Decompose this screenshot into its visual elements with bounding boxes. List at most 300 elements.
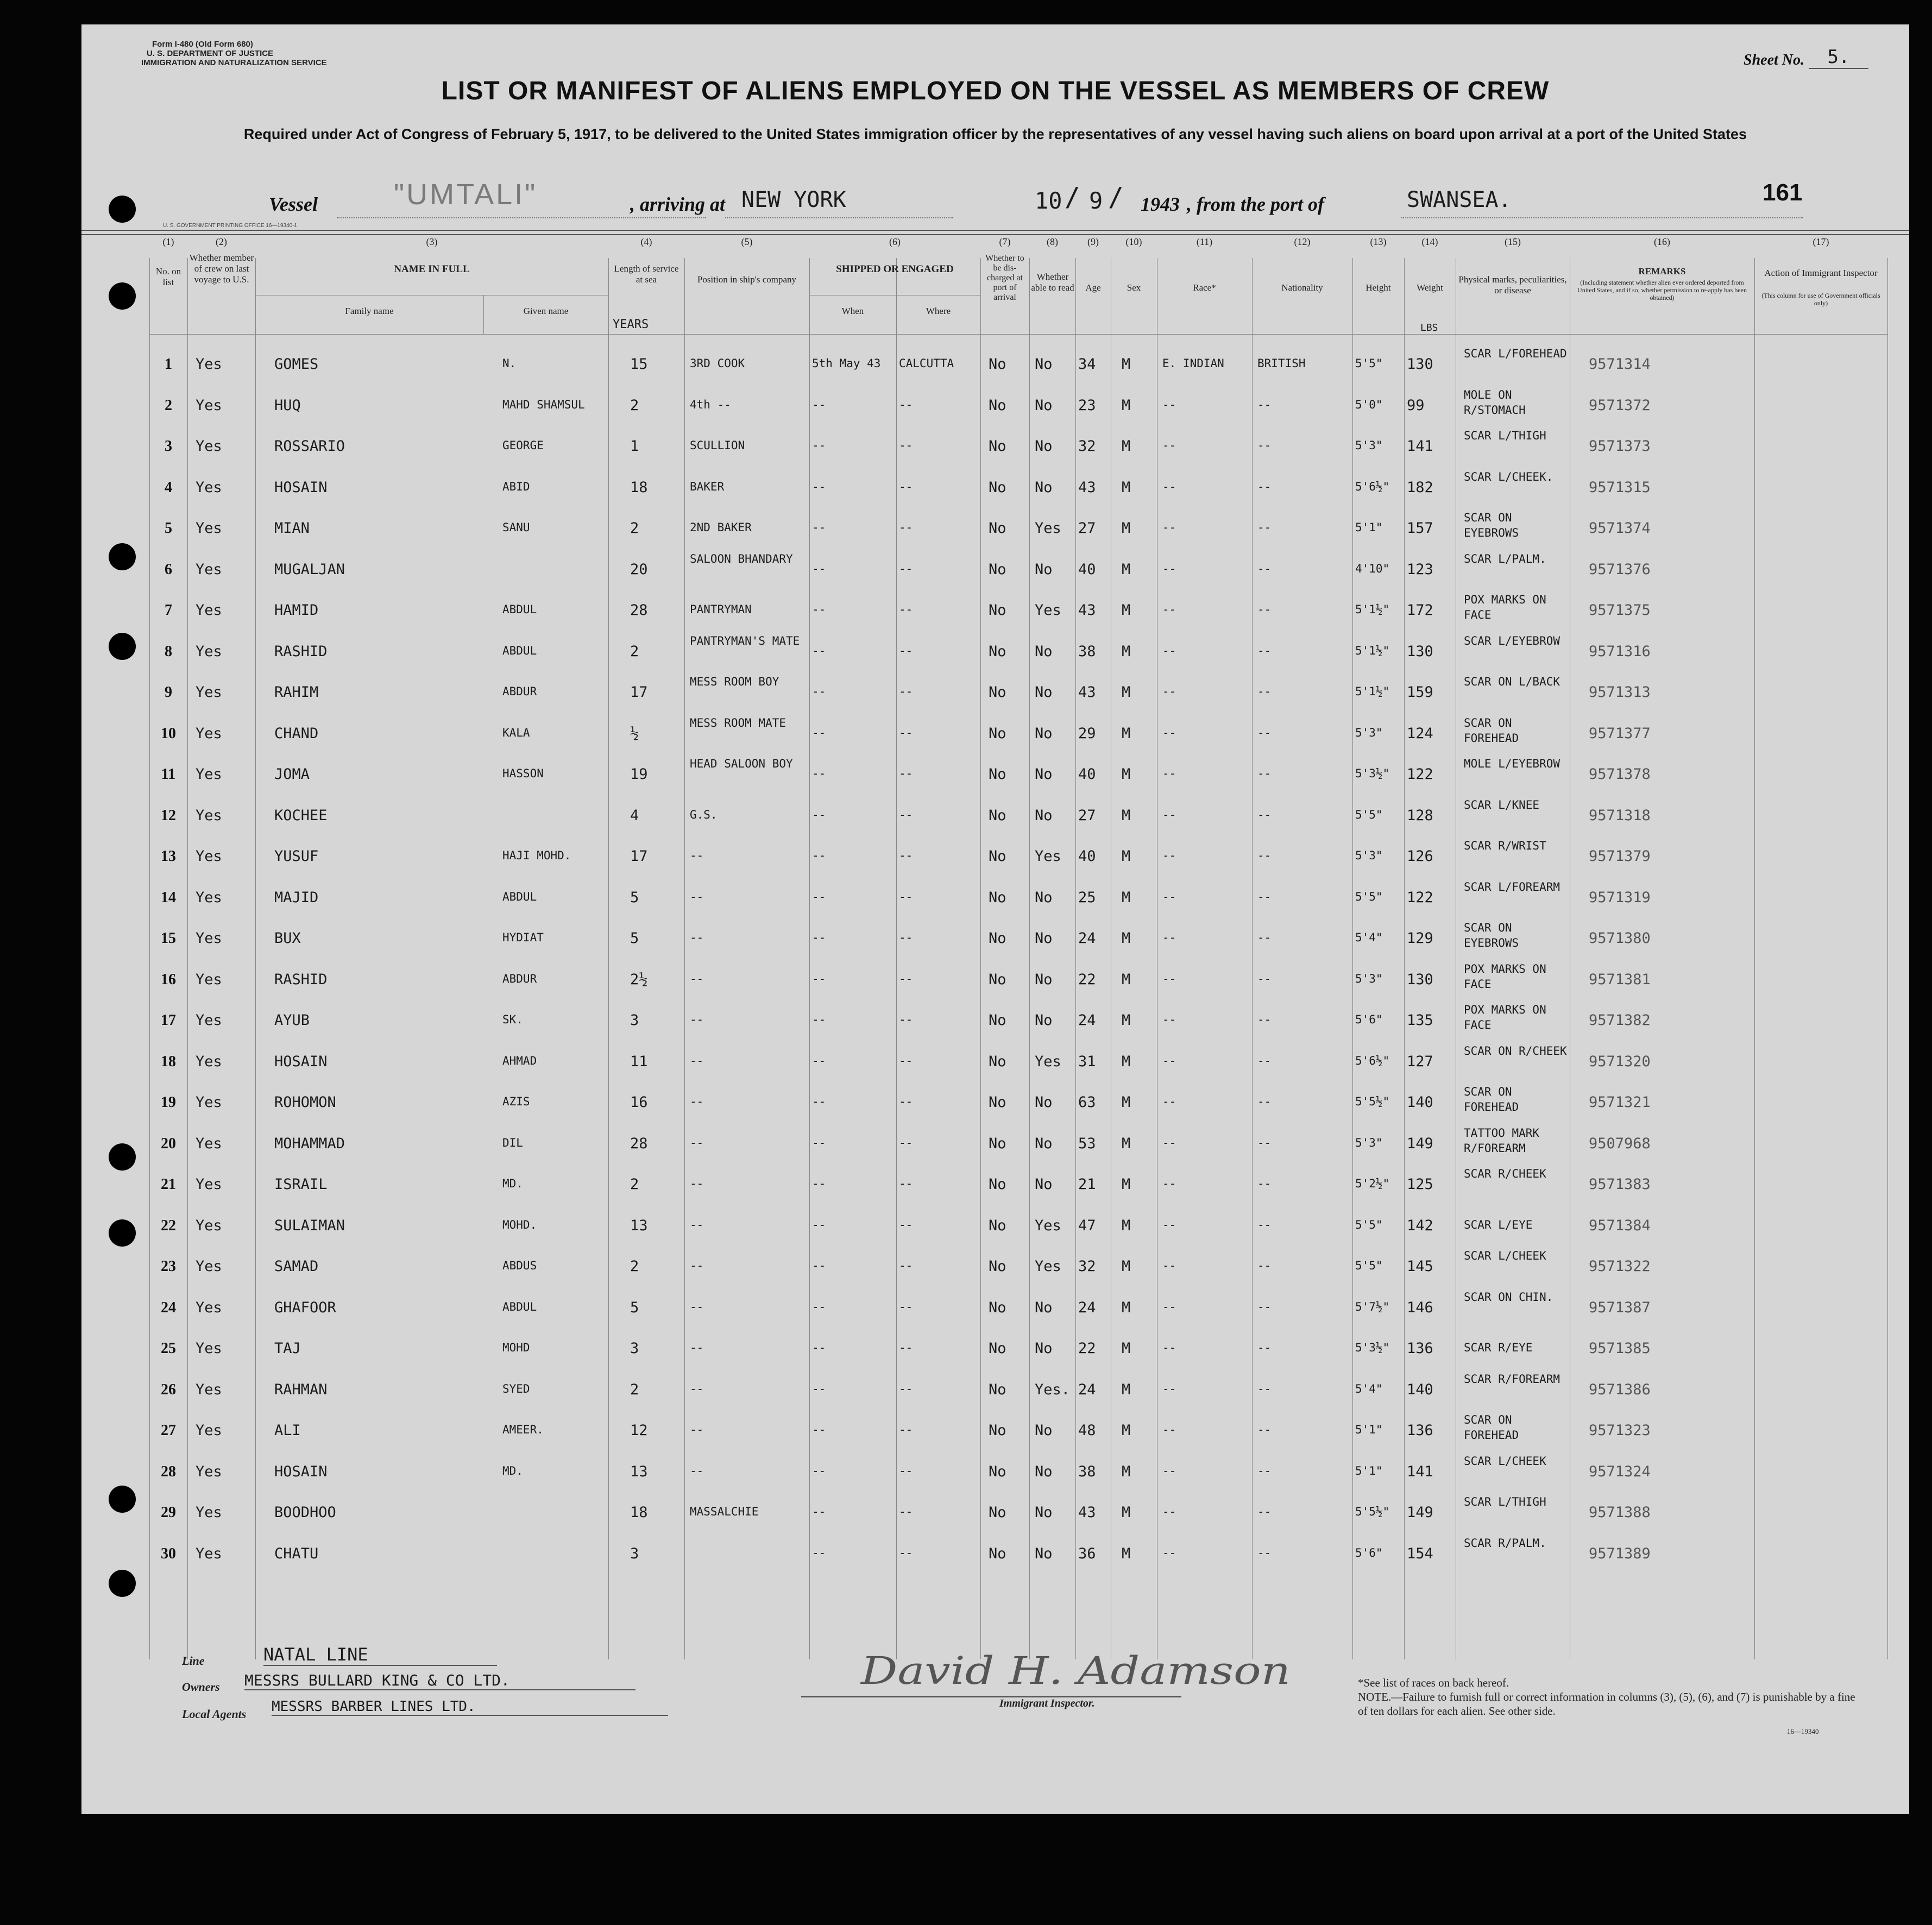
cell-weight: 141 <box>1407 438 1433 455</box>
cell-member: Yes <box>196 971 222 988</box>
cell-nationality: -- <box>1257 1382 1272 1395</box>
header-weight: Weight <box>1417 282 1443 293</box>
cell-remarks: 9571315 <box>1589 479 1651 496</box>
header-shipped-engaged: SHIPPED OR ENGAGED <box>836 263 954 275</box>
cell-height: 5'5" <box>1355 808 1383 821</box>
cell-where: -- <box>899 439 913 452</box>
cell-discharged: No <box>989 1545 1006 1562</box>
cell-remarks: 9571314 <box>1589 356 1651 373</box>
cell-family: MUGALJAN <box>274 561 345 578</box>
cell-read: No <box>1035 561 1053 578</box>
cell-member: Yes <box>196 1545 222 1562</box>
cell-position: PANTRYMAN <box>690 603 752 616</box>
weight-unit: LBS <box>1420 322 1438 334</box>
cell-position: PANTRYMAN'S MATE <box>690 634 800 647</box>
cell-race: -- <box>1162 480 1176 493</box>
cell-sex: M <box>1122 356 1131 373</box>
vessel-name: "UMTALI" <box>394 178 538 211</box>
cell-read: No <box>1035 643 1053 660</box>
cell-position: SALOON BHANDARY <box>690 552 793 565</box>
cell-marks: SCAR L/KNEE <box>1464 798 1540 811</box>
header-action-note: (This column for use of Government officials only) <box>1761 292 1880 307</box>
cell-family: ROHOMON <box>274 1094 336 1111</box>
cell-age: 27 <box>1078 807 1096 824</box>
cell-age: 29 <box>1078 725 1096 742</box>
cell-years: 5 <box>630 930 639 947</box>
cell-height: 5'6" <box>1355 1546 1383 1559</box>
cell-where: -- <box>899 1136 913 1149</box>
cell-when: -- <box>812 1464 826 1477</box>
cell-family: CHATU <box>274 1545 319 1562</box>
cell-race: -- <box>1162 1095 1176 1108</box>
cell-marks: SCAR ON L/BACK <box>1464 675 1560 688</box>
cell-age: 32 <box>1078 438 1096 455</box>
cell-discharged: No <box>989 1217 1006 1234</box>
cell-race: E. INDIAN <box>1162 357 1224 370</box>
cell-remarks: 9571316 <box>1589 643 1651 660</box>
cell-years: ½ <box>630 725 639 742</box>
header-when: When <box>841 306 864 316</box>
cell-read: Yes <box>1035 1053 1061 1070</box>
cell-when: -- <box>812 808 826 821</box>
column-number: (15) <box>1505 236 1521 247</box>
cell-race: -- <box>1162 890 1176 903</box>
cell-sex: M <box>1122 766 1131 783</box>
owners-label: Owners <box>182 1680 220 1694</box>
form-line: U. S. DEPARTMENT OF JUSTICE <box>147 49 274 58</box>
cell-height: 5'3" <box>1355 1136 1383 1149</box>
cell-discharged: No <box>989 561 1006 578</box>
cell-where: -- <box>899 1300 913 1313</box>
cell-discharged: No <box>989 1504 1006 1521</box>
cell-where: -- <box>899 767 913 780</box>
form-code: 16—19340 <box>1787 1727 1819 1735</box>
row-number: 28 <box>161 1463 176 1480</box>
cell-height: 5'3" <box>1355 439 1383 452</box>
column-rule <box>980 258 981 1659</box>
column-number: (8) <box>1047 236 1058 247</box>
cell-position: -- <box>690 931 704 944</box>
cell-weight: 140 <box>1407 1381 1433 1398</box>
cell-height: 5'1" <box>1355 1423 1383 1436</box>
cell-where: -- <box>899 480 913 493</box>
cell-remarks: 9571381 <box>1589 971 1651 988</box>
cell-height: 5'4" <box>1355 1382 1383 1395</box>
cell-discharged: No <box>989 766 1006 783</box>
cell-race: -- <box>1162 1300 1176 1313</box>
cell-read: No <box>1035 1135 1053 1152</box>
column-rule <box>1352 258 1353 1659</box>
cell-race: -- <box>1162 1505 1176 1518</box>
cell-given: AHMAD <box>502 1054 537 1067</box>
cell-age: 25 <box>1078 889 1096 906</box>
races-note: *See list of races on back hereof. <box>1358 1676 1509 1689</box>
cell-family: RAHIM <box>274 684 319 701</box>
cell-years: 28 <box>630 1135 648 1152</box>
cell-discharged: No <box>989 930 1006 947</box>
cell-position: BAKER <box>690 480 725 493</box>
cell-where: -- <box>899 808 913 821</box>
cell-age: 31 <box>1078 1053 1096 1070</box>
cell-age: 22 <box>1078 1340 1096 1357</box>
binder-hole <box>109 543 136 570</box>
cell-race: -- <box>1162 931 1176 944</box>
cell-race: -- <box>1162 562 1176 575</box>
cell-race: -- <box>1162 726 1176 739</box>
cell-remarks: 9571321 <box>1589 1094 1651 1111</box>
cell-family: AYUB <box>274 1012 310 1029</box>
row-number: 20 <box>161 1135 176 1152</box>
header-physical-marks: Physical marks, peculiarities, or disease <box>1458 274 1567 295</box>
row-number: 25 <box>161 1340 176 1357</box>
cell-years: 20 <box>630 561 648 578</box>
cell-weight: 122 <box>1407 889 1433 906</box>
cell-position: -- <box>690 1218 704 1231</box>
cell-remarks: 9571382 <box>1589 1012 1651 1029</box>
cell-read: No <box>1035 438 1053 455</box>
cell-given: HASSON <box>502 767 544 780</box>
page-subtitle: Required under Act of Congress of February 5, 1917, to be delivered to the United States immigration officer by the representatives of any vessel having such aliens on board upon arrival at a port of the United States <box>243 126 1747 142</box>
cell-weight: 127 <box>1407 1053 1433 1070</box>
cell-height: 5'3½" <box>1355 1341 1390 1354</box>
cell-where: -- <box>899 603 913 616</box>
cell-height: 5'3" <box>1355 849 1383 862</box>
inspector-signature: David H. Adamson <box>861 1649 1291 1693</box>
cell-nationality: -- <box>1257 1136 1272 1149</box>
cell-years: 2 <box>630 643 639 660</box>
cell-nationality: -- <box>1257 1013 1272 1026</box>
cell-when: -- <box>812 1095 826 1108</box>
cell-family: ALI <box>274 1422 301 1439</box>
row-number: 27 <box>161 1422 176 1439</box>
cell-sex: M <box>1122 889 1131 906</box>
cell-read: No <box>1035 1545 1053 1562</box>
cell-years: 17 <box>630 684 648 701</box>
cell-nationality: -- <box>1257 1095 1272 1108</box>
cell-family: MAJID <box>274 889 319 906</box>
cell-discharged: No <box>989 356 1006 373</box>
cell-family: HUQ <box>274 397 301 414</box>
cell-position: 2ND BAKER <box>690 521 752 534</box>
row-number: 13 <box>161 848 176 865</box>
cell-age: 47 <box>1078 1217 1096 1234</box>
row-number: 21 <box>161 1176 176 1193</box>
cell-weight: 182 <box>1407 479 1433 496</box>
cell-remarks: 9571319 <box>1589 889 1651 906</box>
cell-nationality: -- <box>1257 480 1272 493</box>
header-sex: Sex <box>1127 282 1141 293</box>
cell-marks: SCAR L/CHEEK <box>1464 1454 1546 1468</box>
cell-sex: M <box>1122 1094 1131 1111</box>
cell-when: -- <box>812 767 826 780</box>
header-height: Height <box>1365 282 1391 293</box>
cell-when: -- <box>812 1505 826 1518</box>
cell-age: 22 <box>1078 971 1096 988</box>
cell-given: AMEER. <box>502 1423 544 1436</box>
cell-family: MOHAMMAD <box>274 1135 345 1152</box>
cell-race: -- <box>1162 644 1176 657</box>
cell-family: KOCHEE <box>274 807 328 824</box>
cell-marks: SCAR L/CHEEK. <box>1464 470 1553 483</box>
cell-height: 5'5" <box>1355 357 1383 370</box>
cell-where: -- <box>899 562 913 575</box>
cell-given: ABDUL <box>502 890 537 903</box>
cell-read: Yes <box>1035 1217 1061 1234</box>
cell-height: 5'1½" <box>1355 644 1390 657</box>
column-number: (16) <box>1654 236 1670 247</box>
row-number: 4 <box>165 479 172 496</box>
cell-family: JOMA <box>274 766 310 783</box>
cell-marks: SCAR R/EYE <box>1464 1341 1533 1354</box>
cell-position: -- <box>690 1423 704 1436</box>
cell-when: -- <box>812 1054 826 1067</box>
column-rule <box>896 258 897 1659</box>
cell-sex: M <box>1122 520 1131 537</box>
cell-read: Yes. <box>1035 1381 1071 1398</box>
cell-remarks: 9507968 <box>1589 1135 1651 1152</box>
cell-age: 43 <box>1078 602 1096 619</box>
cell-read: No <box>1035 930 1053 947</box>
row-number: 7 <box>165 602 172 619</box>
cell-sex: M <box>1122 397 1131 414</box>
cell-discharged: No <box>989 848 1006 865</box>
cell-marks: SCAR ON R/CHEEK <box>1464 1044 1567 1058</box>
cell-marks: SCAR L/EYE <box>1464 1218 1533 1231</box>
crew-table <box>81 24 1909 1708</box>
cell-read: No <box>1035 1422 1053 1439</box>
cell-discharged: No <box>989 1299 1006 1316</box>
cell-race: -- <box>1162 1382 1176 1395</box>
date-day: 10 <box>1035 187 1062 214</box>
local-agents-value: MESSRS BARBER LINES LTD. <box>272 1698 668 1716</box>
cell-position: -- <box>690 1013 704 1026</box>
cell-marks: SCAR L/FOREARM <box>1464 880 1560 894</box>
cell-where: -- <box>899 644 913 657</box>
cell-given: ABDUS <box>502 1259 537 1272</box>
cell-member: Yes <box>196 1053 222 1070</box>
cell-given: DIL <box>502 1136 523 1149</box>
cell-age: 24 <box>1078 930 1096 947</box>
column-number: (2) <box>216 236 227 247</box>
cell-age: 63 <box>1078 1094 1096 1111</box>
cell-position: -- <box>690 1341 704 1354</box>
cell-when: -- <box>812 1177 826 1190</box>
cell-age: 34 <box>1078 356 1096 373</box>
cell-marks: SCAR ON EYEBROWS <box>1464 921 1519 949</box>
cell-read: Yes <box>1035 602 1061 619</box>
cell-race: -- <box>1162 1054 1176 1067</box>
cell-height: 5'5" <box>1355 1259 1383 1272</box>
cell-weight: 172 <box>1407 602 1433 619</box>
cell-read: No <box>1035 1012 1053 1029</box>
cell-race: -- <box>1162 1259 1176 1272</box>
cell-family: MIAN <box>274 520 310 537</box>
cell-years: 2 <box>630 1258 639 1275</box>
header-bottom-rule <box>149 334 1887 335</box>
cell-weight: 149 <box>1407 1135 1433 1152</box>
cell-race: -- <box>1162 1177 1176 1190</box>
cell-given: MOHD <box>502 1341 530 1354</box>
column-rule <box>809 258 810 1659</box>
cell-years: 3 <box>630 1340 639 1357</box>
cell-marks: SCAR ON FOREHEAD <box>1464 1085 1519 1114</box>
cell-where: -- <box>899 1341 913 1354</box>
cell-height: 5'1" <box>1355 521 1383 534</box>
cell-race: -- <box>1162 1341 1176 1354</box>
cell-race: -- <box>1162 521 1176 534</box>
cell-nationality: -- <box>1257 1546 1272 1559</box>
cell-discharged: No <box>989 1463 1006 1480</box>
cell-position: -- <box>690 1095 704 1108</box>
cell-when: -- <box>812 521 826 534</box>
cell-family: HOSAIN <box>274 1463 328 1480</box>
cell-age: 21 <box>1078 1176 1096 1193</box>
cell-remarks: 9571324 <box>1589 1463 1651 1480</box>
length-unit: YEARS <box>613 318 649 331</box>
column-rule <box>1754 258 1755 1659</box>
cell-where: -- <box>899 1464 913 1477</box>
cell-age: 23 <box>1078 397 1096 414</box>
cell-marks: SCAR ON CHIN. <box>1464 1290 1553 1304</box>
cell-weight: 142 <box>1407 1217 1433 1234</box>
cell-member: Yes <box>196 1135 222 1152</box>
cell-age: 27 <box>1078 520 1096 537</box>
cell-discharged: No <box>989 438 1006 455</box>
header-where: Where <box>926 306 951 316</box>
cell-years: 15 <box>630 356 648 373</box>
cell-years: 2½ <box>630 971 648 988</box>
cell-race: -- <box>1162 808 1176 821</box>
cell-read: No <box>1035 356 1053 373</box>
date-month: 9 <box>1089 187 1103 214</box>
cell-marks: SCAR R/WRIST <box>1464 839 1546 852</box>
column-number: (12) <box>1294 236 1311 247</box>
cell-weight: 135 <box>1407 1012 1433 1029</box>
cell-nationality: -- <box>1257 726 1272 739</box>
column-number: (14) <box>1421 236 1438 247</box>
cell-member: Yes <box>196 397 222 414</box>
cell-position: -- <box>690 1054 704 1067</box>
cell-discharged: No <box>989 1340 1006 1357</box>
cell-sex: M <box>1122 1299 1131 1316</box>
column-number: (9) <box>1087 236 1099 247</box>
header-age: Age <box>1085 282 1101 293</box>
cell-weight: 129 <box>1407 930 1433 947</box>
column-number: (6) <box>889 236 901 247</box>
cell-discharged: No <box>989 807 1006 824</box>
cell-height: 5'1½" <box>1355 603 1390 616</box>
cell-read: No <box>1035 684 1053 701</box>
cell-marks: MOLE ON R/STOMACH <box>1464 388 1526 417</box>
header-remarks-note: (Including statement whether alien ever ordered deported from United States, and if so, whether permission to re-apply has been obtained) <box>1577 279 1747 301</box>
row-number: 23 <box>161 1258 176 1275</box>
cell-sex: M <box>1122 1217 1131 1234</box>
cell-given: HYDIAT <box>502 931 544 944</box>
cell-sex: M <box>1122 1381 1131 1398</box>
cell-when: -- <box>812 890 826 903</box>
cell-where: -- <box>899 849 913 862</box>
cell-sex: M <box>1122 1545 1131 1562</box>
cell-discharged: No <box>989 1012 1006 1029</box>
binder-hole <box>109 633 136 660</box>
cell-marks: POX MARKS ON FACE <box>1464 1003 1546 1031</box>
cell-member: Yes <box>196 1340 222 1357</box>
cell-nationality: -- <box>1257 398 1272 411</box>
binder-hole <box>109 1143 136 1171</box>
cell-remarks: 9571376 <box>1589 561 1651 578</box>
row-number: 24 <box>161 1299 176 1316</box>
cell-sex: M <box>1122 438 1131 455</box>
cell-weight: 128 <box>1407 807 1433 824</box>
cell-weight: 157 <box>1407 520 1433 537</box>
row-number: 22 <box>161 1217 176 1234</box>
cell-marks: SCAR R/CHEEK <box>1464 1167 1546 1180</box>
cell-years: 18 <box>630 1504 648 1521</box>
cell-nationality: -- <box>1257 1177 1272 1190</box>
cell-remarks: 9571385 <box>1589 1340 1651 1357</box>
cell-when: -- <box>812 1013 826 1026</box>
cell-where: -- <box>899 1218 913 1231</box>
sheet-label: Sheet No. <box>1744 52 1804 68</box>
cell-where: -- <box>899 890 913 903</box>
cell-marks: TATTOO MARK R/FOREARM <box>1464 1126 1540 1155</box>
header-family-name: Family name <box>345 306 394 316</box>
cell-read: Yes <box>1035 1258 1061 1275</box>
cell-position: -- <box>690 849 704 862</box>
cell-weight: 140 <box>1407 1094 1433 1111</box>
cell-age: 43 <box>1078 684 1096 701</box>
cell-member: Yes <box>196 848 222 865</box>
header-nationality: Nationality <box>1281 282 1323 293</box>
owners-value: MESSRS BULLARD KING & CO LTD. <box>244 1671 635 1690</box>
cell-years: 13 <box>630 1217 648 1234</box>
cell-height: 5'5½" <box>1355 1505 1390 1518</box>
cell-where: -- <box>899 1505 913 1518</box>
cell-age: 36 <box>1078 1545 1096 1562</box>
cell-when: -- <box>812 849 826 862</box>
row-number: 3 <box>165 438 172 455</box>
cell-when: -- <box>812 1341 826 1354</box>
cell-years: 2 <box>630 1176 639 1193</box>
cell-given: SYED <box>502 1382 530 1395</box>
penalty-note: NOTE.—Failure to furnish full or correct information in columns (3), (5), (6), and (7) is punishable by a fine of ten dollars for each alien. See other side. <box>1358 1690 1855 1718</box>
cell-given: MD. <box>502 1177 523 1190</box>
column-rule <box>684 258 685 1659</box>
column-number: (7) <box>999 236 1011 247</box>
cell-discharged: No <box>989 1094 1006 1111</box>
cell-where: -- <box>899 1095 913 1108</box>
cell-where: -- <box>899 726 913 739</box>
cell-where: -- <box>899 1423 913 1436</box>
cell-discharged: No <box>989 684 1006 701</box>
cell-position: 3RD COOK <box>690 357 745 370</box>
cell-remarks: 9571323 <box>1589 1422 1651 1439</box>
signature-line <box>801 1696 1181 1697</box>
cell-when: -- <box>812 1546 826 1559</box>
cell-years: 13 <box>630 1463 648 1480</box>
cell-read: No <box>1035 1094 1053 1111</box>
cell-family: HAMID <box>274 602 319 619</box>
cell-member: Yes <box>196 1094 222 1111</box>
cell-years: 1 <box>630 438 639 455</box>
cell-nationality: -- <box>1257 890 1272 903</box>
cell-read: No <box>1035 807 1053 824</box>
column-number: (1) <box>162 236 174 247</box>
cell-discharged: No <box>989 971 1006 988</box>
cell-when: -- <box>812 1218 826 1231</box>
cell-when: -- <box>812 1423 826 1436</box>
cell-discharged: No <box>989 479 1006 496</box>
